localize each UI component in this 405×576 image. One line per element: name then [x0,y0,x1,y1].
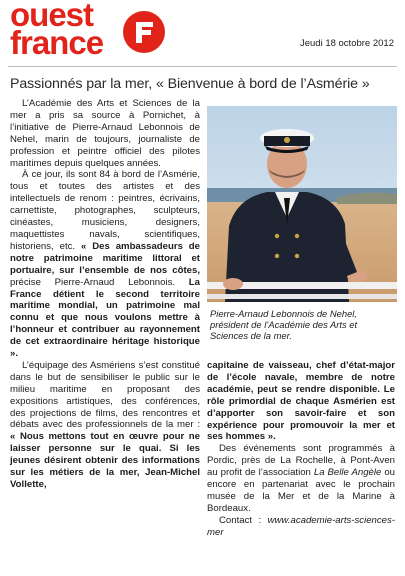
masthead [8,0,398,66]
paragraph-crew: L’équipage des Asmériens s’est constitué dans le but de sensibiliser le public sur le milieu maritime en proposant des expositions artistiques, des conférences, des projections de films, des rencontres et débats avec des professionnels de la mer : « Nous mettons tout en œuvre pour ne laisser personne sur le quai. Si les jeunes désirent obtenir des informations sur les métiers de la mer, Jean-Michel Vollette, [10,359,200,490]
association-name: La Belle Angèle [313,467,382,479]
article-headline: Passionnés par la mer, « Bienvenue à bord de l’Asmérie » [10,76,370,92]
publication-date: Jeudi 18 octobre 2012 [299,38,394,49]
paragraph-quote-continued: capitaine de vaisseau, chef d’état-major de l’école navale, membre de notre académie, peut se rendre disponible. Le rôle primordial de chaque Asmérien est d’apporter son savoir-faire et son expérience pour promouvoir la mer et ses hommes ». [207,360,395,443]
paragraph-intro: L’Académie des Arts et Sciences de la mer a pris sa source à Pornichet, à l’initiative de Pierre-Arnaud Lebonnois de Nehel, marin de toujours, journaliste de profession et peintre officiel des pilotes maritimes depuis quelques années. [10,98,200,169]
contact-link[interactable]: www.academie-arts-sciences-mer [207,514,395,538]
article-photo [207,106,397,302]
logo-circle-icon [122,10,166,54]
caption-role: président de l’Académie des Arts et Sciences de la mer. [210,319,358,341]
logo-word-france: france [10,24,104,61]
caption-name: Pierre-Arnaud Lebonnois de Nehel, [210,308,357,319]
logo-word-ouest: ouest [10,0,94,33]
paragraph-members: À ce jour, ils sont 84 à bord de l’Asmérie, tous et toutes des artistes et des intellectuels de renom : peintres, écrivains, carnettiste, photographes, sculpteurs, cinéastes, musiciens, designers, maquettistes navals, scientifiques, historiens, etc. « Des ambassadeurs de notre patrimoine maritime littoral et portuaire, sur l’ensemble de nos côtes, précise Pierre-Arnaud Lebonnois. La France détient le second territoire maritime mondial, un patrimoine mal connu et que nous voulons mettre à l’honneur et contribuer au rayonnement de cet extraordinaire héritage historique ». [10,169,200,360]
portrait-photo-illustration [207,106,397,302]
article-column-right [207,360,395,539]
article-column-left [10,98,200,491]
photo-caption [210,308,395,341]
header-divider [8,66,397,67]
paragraph-events: Des événements sont programmés à Pordic, près de La Rochelle, à Pont-Aven au profit de l’association La Belle Angèle ou encore en partenariat avec le prochain musée de la Mer et de la Marine à Bordeaux. [207,443,395,514]
paragraph-contact: Contact : www.academie-arts-sciences-mer [207,514,395,538]
